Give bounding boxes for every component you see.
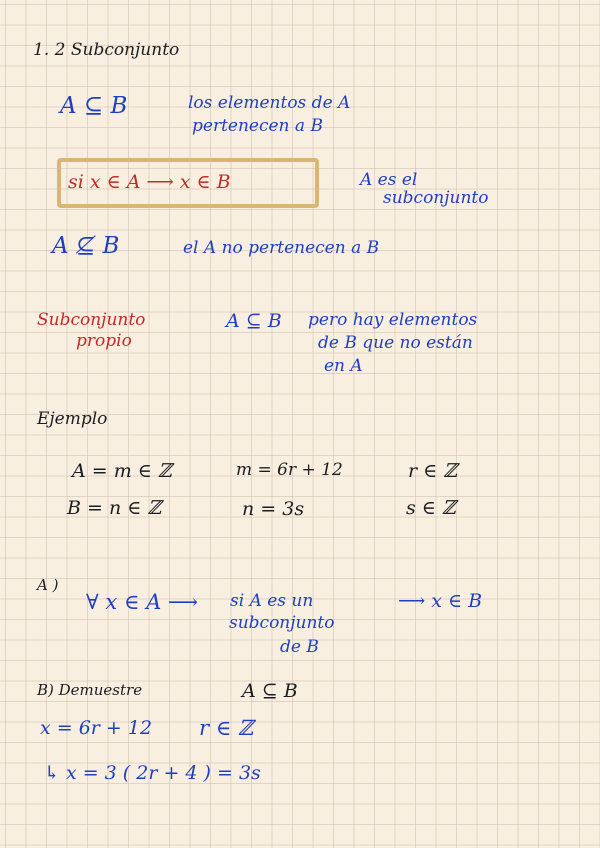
part-b-label: B) Demuestre: [37, 681, 143, 699]
proper-subset-description-line3: en A: [324, 356, 363, 376]
proof-line1-condition: r ∈ ℤ: [199, 716, 254, 740]
part-b-goal: A ⊆ B: [242, 680, 298, 702]
example-set-a: A = m ∈ ℤ: [72, 460, 172, 482]
part-a-note-line3: de B: [280, 637, 319, 657]
part-a-note-line2: subconjunto: [229, 613, 335, 633]
part-a-conclusion: ⟶ x ∈ B: [398, 590, 483, 612]
subset-symbol: A ⊆ B: [60, 93, 128, 119]
proof-line2: ↳ x = 3 ( 2r + 4 ) = 3s: [44, 762, 261, 784]
example-formula-n: n = 3s: [242, 498, 305, 520]
subset-note-line1: A es el: [360, 170, 418, 190]
part-a-label: A ): [37, 576, 59, 594]
proof-line1-formula: x = 6r + 12: [40, 717, 153, 739]
subset-description-line1: los elementos de A: [188, 93, 351, 113]
proper-subset-description-line2: de B que no están: [318, 333, 473, 353]
not-subset-description: el A no pertenecen a B: [183, 238, 380, 258]
not-subset-symbol: A ⊈ B: [52, 233, 120, 259]
page-heading: 1. 2 Subconjunto: [33, 40, 180, 60]
proper-subset-description-line1: pero hay elementos: [308, 310, 478, 330]
part-a-forall: ∀ x ∈ A ⟶: [86, 590, 199, 614]
subset-description-line2: pertenecen a B: [192, 116, 323, 136]
example-title: Ejemplo: [37, 409, 108, 429]
example-condition-s: s ∈ ℤ: [406, 497, 456, 519]
proper-subset-symbol: A ⊆ B: [226, 310, 282, 332]
subset-rule: si x ∈ A ⟶ x ∈ B: [68, 171, 231, 193]
example-set-b: B = n ∈ ℤ: [67, 497, 162, 519]
proper-subset-title-line2: propio: [76, 331, 132, 351]
proper-subset-title-line1: Subconjunto: [37, 310, 146, 330]
example-condition-r: r ∈ ℤ: [408, 460, 458, 482]
subset-note-line2: subconjunto: [383, 188, 489, 208]
example-formula-m: m = 6r + 12: [236, 460, 343, 480]
part-a-note-line1: si A es un: [230, 591, 314, 611]
